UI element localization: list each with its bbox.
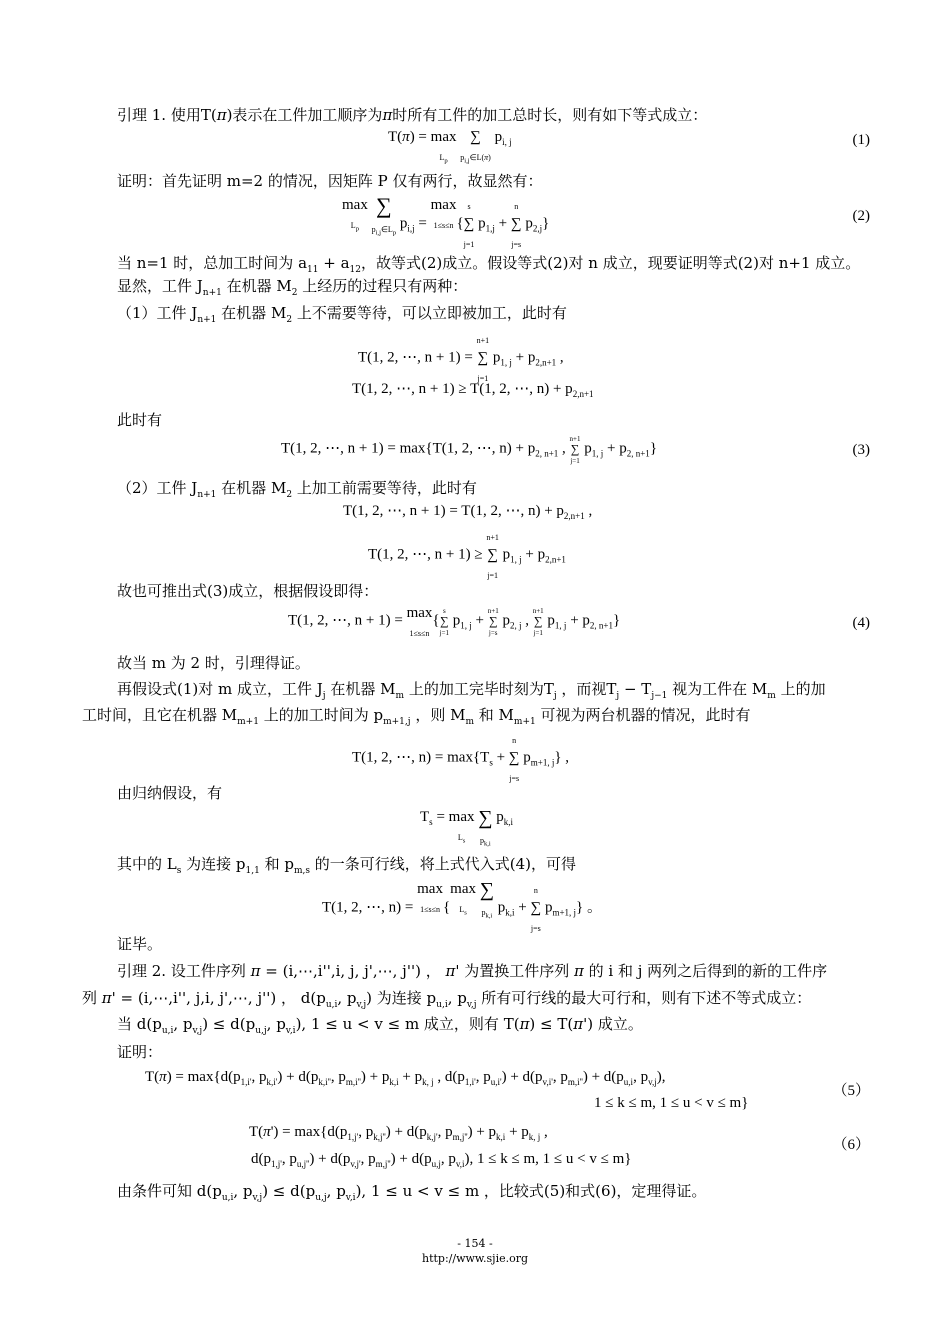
equation-6a: $T(\pi) = \max\{d(p_{1,i'}$, $p_{k,i'}) + d(p_{k,i''}$, $p_{m,i''}) + p_{k,i} + p_{k, j}$ , $d(p_{1,i'}$, $p_{u,i'}) + d(p_{v,i'}$, $p_{m,i''}) + d(p_{u,i}$, $p_{v,j}$), xyxy=(145,1069,666,1087)
lemma1-statement: 引理 1. 使用T(π)表示在工件加工顺序为π时所有工件的加工总时长，则有如下等式成立： xyxy=(117,106,708,124)
induction-base: 当 n=1 时，总加工时间为 $a_{11} + a_{12}$，故等式(2)成立。假设等式(2)对 n 成立，现要证明等式(2)对 n+1 成立。 xyxy=(117,254,861,275)
lemma2-condition: 当 $d(p_{u,i}$, $p_{v,j}) \le d(p_{u,j}$, $p_{v,i}$), 1 ≤ u < v ≤ m 成立，则有 T(π) ≤ T(π') 成立。 xyxy=(117,1015,643,1036)
case-1: （1）工件 $J_{n+1}$ 在机器 $M_2$ 上不需要等待，可以立即被加工，此时有 xyxy=(117,304,567,325)
equation-5c: T(1, 2, ⋯, n) = max 1≤s≤n {max $L_s$ ∑ $p_{k,i}$ $p_{k,i} + n$ ∑ j=s $p_{m+1, j}$} 。 xyxy=(322,879,602,933)
equation-5b: $T_s = \max$ $L_s$ ∑ $p_{k,i}$ $p_{k,i}$ xyxy=(420,807,514,848)
induction-step-2: 工时间，且它在机器 $M_{m+1}$ 上的加工时间为 $p_{m+1,j}$ ，则 $M_m$ 和 $M_{m+1}$ 可视为两台机器的情况，此时有 xyxy=(82,706,751,727)
equation-case1b: T(1, 2, ⋯, n + 1) ≥ T(1, 2, ⋯, $n) + p_{2,n+1}$ xyxy=(352,381,594,399)
m2-proven: 故当 m 为 2 时，引理得证。 xyxy=(117,654,310,672)
lemma2-statement-2: 列 π' = (i,⋯,i'', j,i, j',⋯, j'') ， $d(p_{u,i}$, $p_{v,j}$) 为连接 $p_{u,i}$, $p_{v,j}$ 所有可行线的最大可行和，则有下述不等式成立： xyxy=(82,989,812,1010)
equation-7a: $T(\pi') = \max\{d(p_{1,j'}$, $p_{k,j''}) + d(p_{k,j'}$, $p_{m,j''}) + p_{k,i} + p_{k, j}$ , xyxy=(249,1124,548,1142)
page-number: - 154 - xyxy=(457,1237,493,1250)
equation-case1a: T(1, 2, ⋯, n + 1) = n+1 ∑ j=1 $p_{1, j} + p_{2,n+1}$ , xyxy=(358,336,564,383)
equation-6b: 1 ≤ k ≤ m, 1 ≤ u < v ≤ m} xyxy=(594,1095,749,1111)
eq-number-4: (4) xyxy=(852,615,870,631)
equation-5a: T(1, 2, ⋯, $n) = \max\{T_s + n$ ∑ j=s $p_{m+1, j}$} , xyxy=(352,736,570,783)
eq-number-6: （6） xyxy=(832,1137,870,1153)
footer-url[interactable]: http://www.sjie.org xyxy=(421,1252,529,1265)
equation-case2a: T(1, 2, ⋯, n + 1) = T(1, 2, ⋯, $n) + p_{2,n+1}$ , xyxy=(343,503,593,521)
equation-4: T(1, 2, ⋯, n + 1) = max 1≤s≤n{s ∑ j=1 $p_{1, j} + n+1$ ∑ j=s $p_{2, j}$ , n+1 ∑ j=1 $p_{1, j} + p_{2, n+1}$} xyxy=(288,605,621,638)
proof-intro: 证明：首先证明 m=2 的情况，因矩阵 P 仅有两行，故显然有： xyxy=(117,172,543,190)
eq-number-3: (3) xyxy=(852,442,870,458)
eq-number-1: (1) xyxy=(852,132,870,148)
eq-number-2: (2) xyxy=(852,208,870,224)
induction-hypothesis: 由归纳假设，有 xyxy=(117,784,223,802)
proof-end: 证毕。 xyxy=(117,935,163,953)
two-cases-intro: 显然，工件 $J_{n+1}$ 在机器 $M_2$ 上经历的过程只有两种： xyxy=(117,277,468,298)
eq-number-5: （5） xyxy=(832,1083,870,1099)
proof-label: 证明： xyxy=(117,1043,163,1061)
derive-eq3: 故也可推出式(3)成立，根据假设即得： xyxy=(117,582,379,600)
equation-7b: $d(p_{1,j'}$, $p_{u,j''}) + d(p_{v,j'}$, $p_{m,j''}) + d(p_{u,j}$, $p_{v,i}$), 1 ≤ k ≤ m, 1 ≤ u < v ≤ m} xyxy=(251,1151,632,1169)
lemma2-statement-1: 引理 2. 设工件序列 π = (i,⋯,i'',i, j, j',⋯, j'') ， π' 为置换工件序列 π 的 i 和 j 两列之后得到的新的工件序 xyxy=(117,962,828,980)
induction-step-1: 再假设式(1)对 m 成立，工件 $J_j$ 在机器 $M_m$ 上的加工完毕时刻为$T_j$ ，而视$T_j - T_{j-1}$ 视为工件在 $M_m$ 上的加 xyxy=(117,680,826,701)
case-2: （2）工件 $J_{n+1}$ 在机器 $M_2$ 上加工前需要等待，此时有 xyxy=(117,479,477,500)
equation-1: T(π) = max $L_p$ ∑ $p_{i,j}\in L(\pi)$ $p_{i, j}$ xyxy=(388,129,512,165)
ls-definition: 其中的 $L_s$ 为连接 $p_{1,1}$ 和 $p_{m,s}$ 的一条可行线，将上式代入式(4)，可得 xyxy=(117,855,577,876)
equation-3: T(1, 2, ⋯, n + 1) = max{T(1, 2, ⋯, $n) + p_{2, n+1}$ , n+1 ∑ j=1 $p_{1, j} + p_{2, n+1}$} xyxy=(281,435,658,465)
equation-2: max $L_p$ ∑ $p_{i,j}\in L_p$ $p_{i,j} = \max$ 1≤s≤n {s ∑ j=1 $p_{1,j} + n$ ∑ j=s $p_{2,j}$} xyxy=(342,193,550,249)
lemma2-conclusion: 由条件可知 $d(p_{u,i}$, $p_{v,j}) \le d(p_{u,j}$, $p_{v,i}$), 1 ≤ u < v ≤ m ，比较式(5)和式(6)，定理得证。 xyxy=(117,1182,707,1203)
equation-case2b: T(1, 2, ⋯, n + 1) ≥ n+1 ∑ j=1 $p_{1, j} + p_{2,n+1}$ xyxy=(368,533,566,580)
then-have-1: 此时有 xyxy=(117,411,163,429)
